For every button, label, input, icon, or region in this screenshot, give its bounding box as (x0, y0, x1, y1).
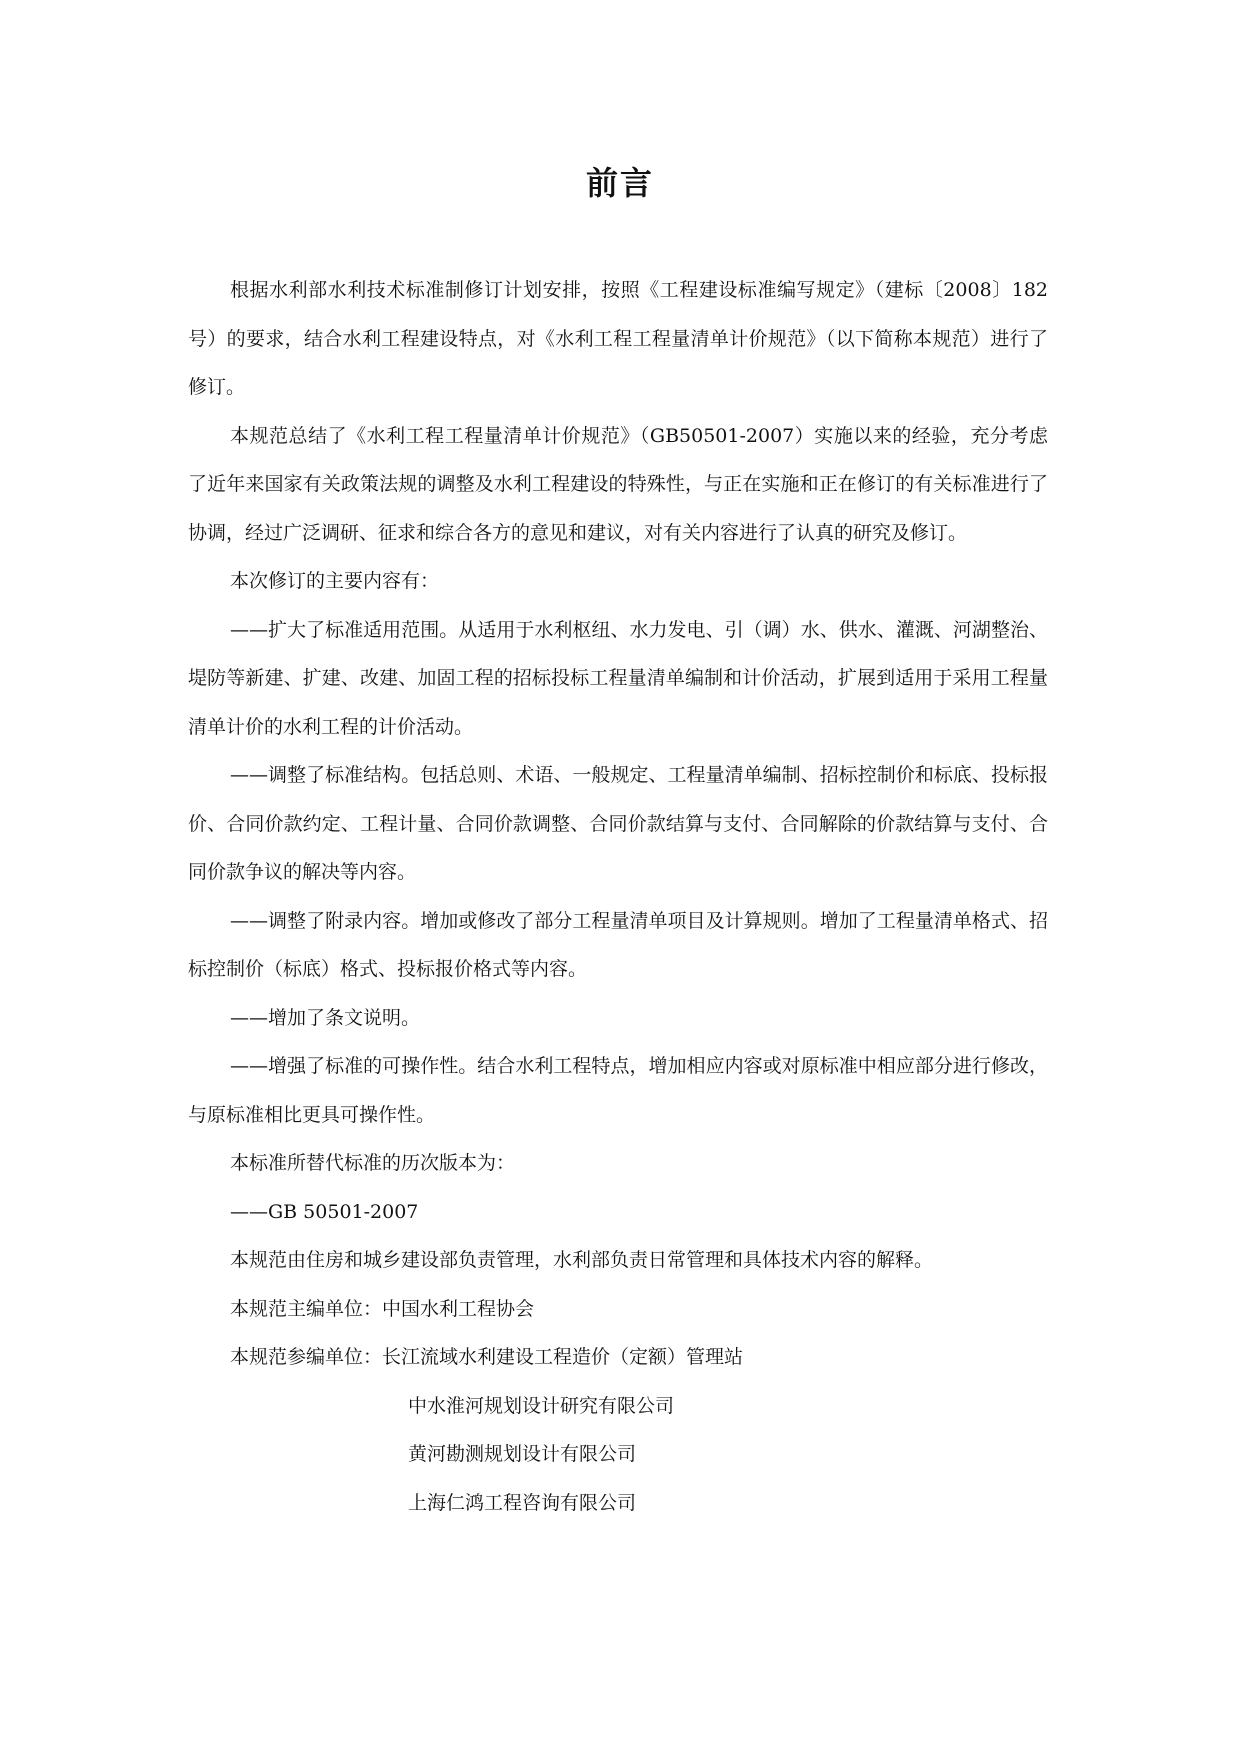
replaced-standard-code: ——GB 50501-2007 (230, 1200, 419, 1223)
participating-units: 本规范参编单位：长江流域水利建设工程造价（定额）管理站 (230, 1346, 744, 1368)
change-item-explanation: ——增加了条文说明。 (230, 1006, 421, 1029)
participating-unit-4: 上海仁鸿工程咨询有限公司 (408, 1491, 637, 1514)
chief-editor-unit: 本规范主编单位：中国水利工程协会 (230, 1297, 535, 1320)
page-title: 前言 (585, 164, 654, 202)
replaced-standard-heading: 本标准所替代标准的历次版本为： (230, 1152, 516, 1174)
change-item-appendix: ——调整了附录内容。增加或修改了部分工程量清单项目及计算规则。增加了工程量清单格式、招标控制价（标底）格式、投标报价格式等内容。 (188, 909, 1048, 980)
preface-body (188, 266, 1048, 1527)
paragraph-main-changes-intro: 本次修订的主要内容有： (230, 570, 440, 592)
change-item-operability: ——增强了标准的可操作性。结合水利工程特点，增加相应内容或对原标准中相应部分进行修改，与原标准相比更具可操作性。 (188, 1055, 1048, 1126)
change-item-scope: ——扩大了标准适用范围。从适用于水利枢纽、水力发电、引（调）水、供水、灌溉、河湖整治、堤防等新建、扩建、改建、加固工程的招标投标工程量清单编制和计价活动，扩展到适用于采用工程量清单计价的水利工程的计价活动。 (188, 618, 1048, 738)
paragraph-summary: 本规范总结了《水利工程工程量清单计价规范》（GB50501-2007）实施以来的经验，充分考虑了近年来国家有关政策法规的调整及水利工程建设的特殊性，与正在实施和正在修订的有关标准进行了协调，经过广泛调研、征求和综合各方的意见和建议，对有关内容进行了认真的研究及修订。 (188, 424, 1048, 544)
management-statement: 本规范由住房和城乡建设部负责管理，水利部负责日常管理和具体技术内容的解释。 (230, 1249, 934, 1271)
paragraph-revision-basis: 根据水利部水利技术标准制修订计划安排，按照《工程建设标准编写规定》（建标〔2008〕182 号）的要求，结合水利工程建设特点，对《水利工程工程量清单计价规范》（以下简称本规范）进行了修订。 (188, 279, 1048, 398)
change-item-structure: ——调整了标准结构。包括总则、术语、一般规定、工程量清单编制、招标控制价和标底、投标报价、合同价款约定、工程计量、合同价款调整、合同价款结算与支付、合同解除的价款结算与支付、合同价款争议的解决等内容。 (188, 764, 1048, 883)
participating-unit-2: 中水淮河规划设计研究有限公司 (408, 1394, 675, 1417)
participating-unit-3: 黄河勘测规划设计有限公司 (408, 1443, 637, 1465)
